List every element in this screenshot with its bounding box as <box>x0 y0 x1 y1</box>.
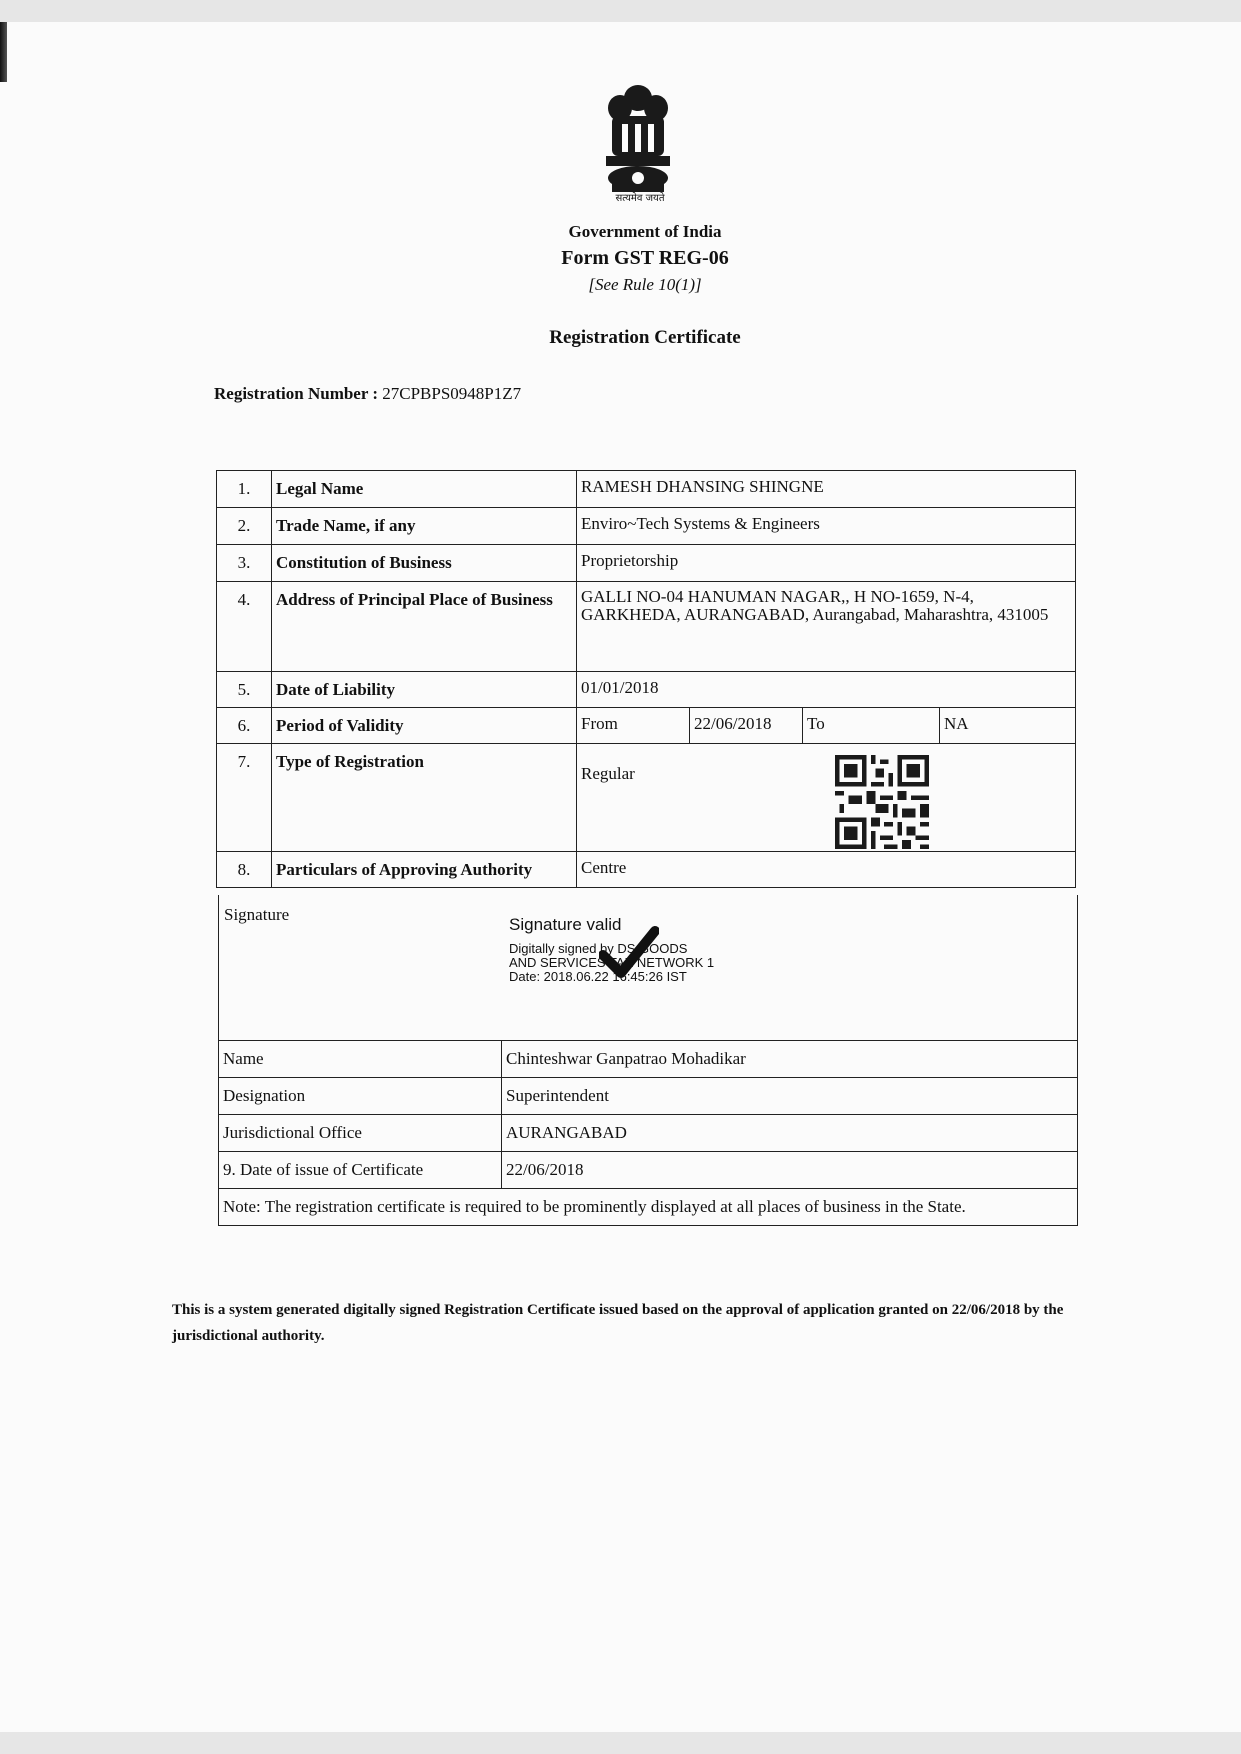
scan-edge <box>0 22 7 82</box>
validity-from-label: From <box>577 708 690 744</box>
row-number: 6. <box>217 708 272 744</box>
table-row <box>217 672 1076 708</box>
table-row <box>217 582 1076 672</box>
issue-date-label: 9. Date of issue of Certificate <box>219 1152 502 1189</box>
row-number: 2. <box>217 508 272 545</box>
checkmark-icon <box>599 925 659 985</box>
row-value: 01/01/2018 <box>577 672 1076 708</box>
certificate-title: Registration Certificate <box>549 327 741 348</box>
row-label: Legal Name <box>272 471 577 508</box>
row-label: Date of Liability <box>272 672 577 708</box>
row-value: Proprietorship <box>577 545 1076 582</box>
emblem-motto: सत्यमेव जयते <box>615 193 665 204</box>
signature-valid-text: Signature valid <box>509 915 622 934</box>
registration-number-value: 27CPBPS0948P1Z7 <box>382 384 522 403</box>
row-value: RAMESH DHANSING SHINGNE <box>577 471 1076 508</box>
registration-details-table <box>216 470 1076 888</box>
designation-value: Superintendent <box>502 1078 1078 1115</box>
table-row <box>219 1078 1078 1115</box>
registration-number <box>214 384 521 404</box>
qr-code-icon <box>835 755 929 849</box>
row-value: Centre <box>577 852 1076 888</box>
signature-box <box>218 895 1078 1040</box>
row-number: 5. <box>217 672 272 708</box>
table-row <box>217 508 1076 545</box>
row-number: 8. <box>217 852 272 888</box>
table-row <box>219 1189 1078 1226</box>
jurisdictional-office-value: AURANGABAD <box>502 1115 1078 1152</box>
jurisdictional-office-label: Jurisdictional Office <box>219 1115 502 1152</box>
row-label: Period of Validity <box>272 708 577 744</box>
form-title: Form GST REG-06 <box>561 247 729 269</box>
row-label: Type of Registration <box>272 744 577 852</box>
row-label: Address of Principal Place of Business <box>272 582 577 672</box>
row-label: Trade Name, if any <box>272 508 577 545</box>
table-row <box>219 1115 1078 1152</box>
validity-to-label: To <box>803 708 940 744</box>
validity-to-date: NA <box>940 708 1076 744</box>
row-number: 3. <box>217 545 272 582</box>
row-label: Constitution of Business <box>272 545 577 582</box>
table-row <box>217 744 1076 852</box>
table-row <box>217 471 1076 508</box>
row-number: 1. <box>217 471 272 508</box>
table-row <box>217 708 1076 744</box>
validity-from-date: 22/06/2018 <box>690 708 803 744</box>
signature-label: Signature <box>224 905 290 924</box>
row-value: GALLI NO-04 HANUMAN NAGAR,, H NO-1659, N-4, GARKHEDA, AURANGABAD, Aurangabad, Maharashtra, 431005 <box>577 582 1076 672</box>
issue-date-value: 22/06/2018 <box>502 1152 1078 1189</box>
rule-reference: [See Rule 10(1)] <box>588 275 702 294</box>
row-number: 4. <box>217 582 272 672</box>
row-number: 7. <box>217 744 272 852</box>
officer-name: Chinteshwar Ganpatrao Mohadikar <box>502 1041 1078 1078</box>
government-heading: Government of India <box>568 222 722 241</box>
registration-number-label: Registration Number : <box>214 384 378 403</box>
row-label: Particulars of Approving Authority <box>272 852 577 888</box>
display-note: Note: The registration certificate is required to be prominently displayed at all places of business in the State. <box>219 1189 1078 1226</box>
signature-line: AND SERVICES TAX NETWORK 1 <box>509 955 715 970</box>
row-value: Regular <box>577 744 1076 852</box>
row-value: Enviro~Tech Systems & Engineers <box>577 508 1076 545</box>
signature-line: Digitally signed by DS GOODS <box>509 941 688 956</box>
officer-details-table <box>218 1040 1078 1226</box>
designation-label: Designation <box>219 1078 502 1115</box>
certificate-page <box>0 22 1241 1732</box>
officer-name-label: Name <box>219 1041 502 1078</box>
table-row <box>219 1041 1078 1078</box>
signature-line: Date: 2018.06.22 16:45:26 IST <box>509 969 687 984</box>
footer-statement: This is a system generated digitally signed Registration Certificate issued based on the approval of application granted on 22/06/2018 by the jurisdictional authority. <box>172 1302 1064 1344</box>
table-row <box>219 1152 1078 1189</box>
table-row <box>217 545 1076 582</box>
table-row <box>217 852 1076 888</box>
